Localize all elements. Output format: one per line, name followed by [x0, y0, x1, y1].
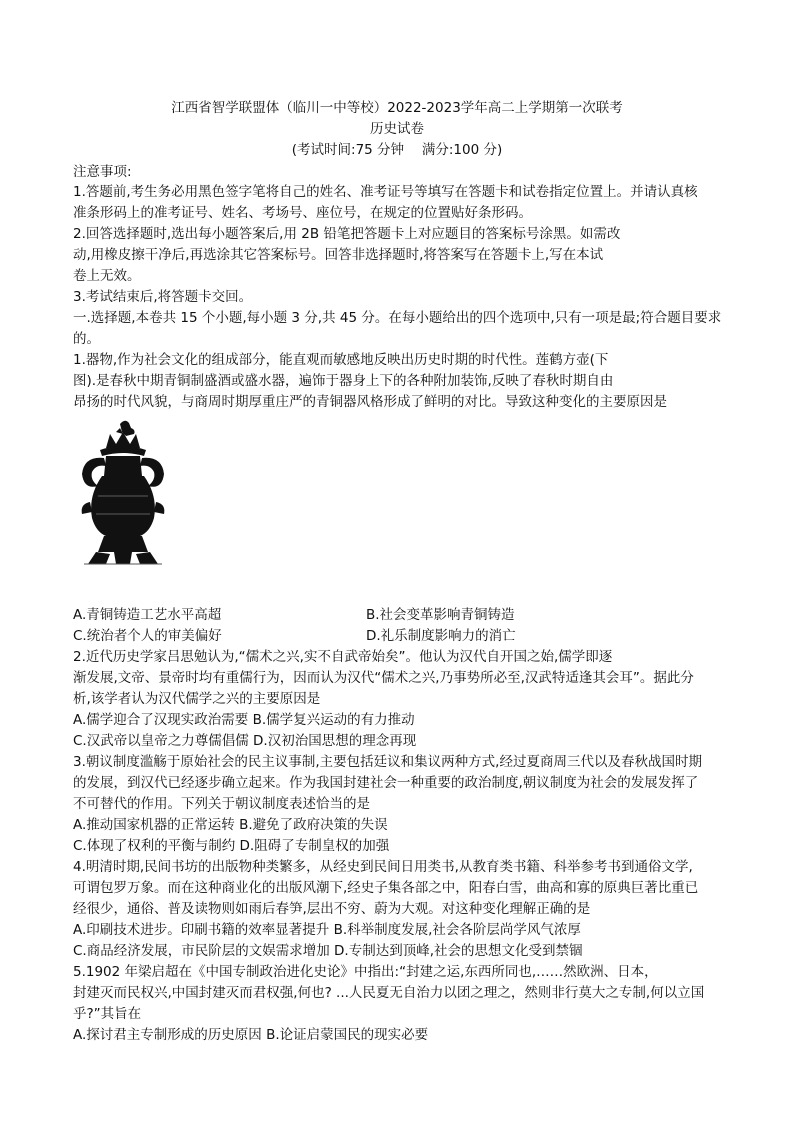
question-1-options	[73, 626, 516, 646]
notes-line: 动,用橡皮擦干净后,再选涂其它答案标号。回答非选择题时,将答案写在答题卡上,写在本试	[73, 247, 604, 263]
exam-subject: 历史试卷	[370, 121, 424, 137]
option-c: C.统治者个人的审美偏好	[73, 628, 222, 644]
question-1-stem: 图).是春秋中期青铜制盛酒或盛水器，遍饰于器身上下的各种附加装饰,反映了春秋时期自由	[73, 373, 614, 389]
question-2-stem: 2.近代历史学家吕思勉认为,“儒术之兴,实不自武帝始矣”。他认为汉代自开国之始,儒学即逐	[73, 649, 613, 665]
question-3-stem: 的发展，到汉代已经逐步确立起来。作为我国封建社会一种重要的政治制度,朝议制度为社会的发展发挥了	[73, 775, 699, 791]
option-d: D.礼乐制度影响力的消亡	[366, 628, 516, 644]
section-instructions: 的。	[73, 331, 100, 347]
bronze-wine-vessel-icon	[76, 418, 170, 568]
section-instructions: 一.选择题,本卷共 15 个小题,每小题 3 分,共 45 分。在每小题给出的四个选项中,只有一项是最;符合题目要求	[73, 310, 722, 326]
question-2-stem: 析,该学者认为汉代儒学之兴的主要原因是	[73, 691, 321, 707]
question-5-stem: 封建灭而民权兴,中国封建灭而君权强,何也? ...人民夏无自治力以团之理之，然则非行莫大之专制,何以立国	[73, 985, 705, 1001]
question-4-stem: 可谓包罗万象。而在这种商业化的出版风潮下,经史子集各部之中，阳春白雪，曲高和寡的原典巨著比重已	[73, 880, 699, 896]
question-5-options: A.探讨君主专制形成的历史原因 B.论证启蒙国民的现实必要	[73, 1027, 429, 1043]
option-b: B.社会变革影响青铜铸造	[366, 607, 515, 623]
question-4-options: C.商品经济发展，市民阶层的文娱需求增加 D.专制达到顶峰,社会的思想文化受到禁锢	[73, 943, 583, 959]
question-3-options: A.推动国家机器的正常运转 B.避免了政府决策的失误	[73, 817, 388, 833]
question-2-stem: 渐发展,文帝、景帝时均有重儒行为，因而认为汉代“儒术之兴,乃事势所必至,汉武特适逢其会耳”。据此分	[73, 670, 694, 686]
question-2-options: A.儒学迎合了汉现实政治需要 B.儒学复兴运动的有力推动	[73, 712, 415, 728]
question-1-options	[73, 605, 515, 625]
notes-line: 1.答题前,考生务必用黑色签字笔将自己的姓名、准考证号等填写在答题卡和试卷指定位置上。并请认真核	[73, 184, 698, 200]
option-a: A.青铜铸造工艺水平高超	[73, 607, 222, 623]
question-1-stem: 昂扬的时代风貌，与商周时期厚重庄严的青铜器风格形成了鲜明的对比。导致这种变化的主要原因是	[73, 394, 667, 410]
notes-line: 准条形码上的准考证号、姓名、考场号、座位号，在规定的位置贴好条形码。	[73, 205, 532, 221]
exam-title: 江西省智学联盟体（临川一中等校）2022-2023学年高二上学期第一次联考	[171, 100, 623, 116]
question-4-stem: 经很少，通俗、普及读物则如雨后春笋,层出不穷、蔚为大观。对这种变化理解正确的是	[73, 901, 591, 917]
question-3-stem: 不可替代的作用。下列关于朝议制度表述恰当的是	[73, 796, 370, 812]
notes-line: 卷上无效。	[73, 268, 141, 284]
question-5-stem: 乎?”其旨在	[73, 1006, 142, 1022]
question-4-options: A.印刷技术进步。印刷书籍的效率显著提升 B.科举制度发展,社会各阶层尚学风气浓厚	[73, 922, 581, 938]
question-5-stem: 5.1902 年梁启超在《中国专制政治进化史论》中指出:“封建之运,东西所同也,……然欧洲、日本，	[73, 964, 658, 980]
question-3-options: C.体现了权利的平衡与制约 D.阻碍了专制皇权的加强	[73, 838, 390, 854]
notes-heading: 注意事项:	[73, 164, 132, 180]
exam-info: (考试时间:75 分钟 满分:100 分)	[291, 142, 503, 158]
question-4-stem: 4.明清时期,民间书坊的出版物种类繁多，从经史到民间日用类书,从教育类书籍、科举参考书到通俗文学,	[73, 859, 693, 875]
question-3-stem: 3.朝议制度滥觞于原始社会的民主议事制,主要包括廷议和集议两种方式,经过夏商周三代以及春秋战国时期	[73, 754, 702, 770]
notes-line: 2.回答选择题时,选出每小题答案后,用 2B 铅笔把答题卡上对应题目的答案标号涂黑。如需改	[73, 226, 621, 242]
notes-line: 3.考试结束后,将答题卡交回。	[73, 289, 253, 305]
question-1-stem: 1.器物,作为社会文化的组成部分，能直观而敏感地反映出历史时期的时代性。莲鹤方壶(下	[73, 352, 609, 368]
question-2-options: C.汉武帝以皇帝之力尊儒倡儒 D.汉初治国思想的理念再现	[73, 733, 417, 749]
